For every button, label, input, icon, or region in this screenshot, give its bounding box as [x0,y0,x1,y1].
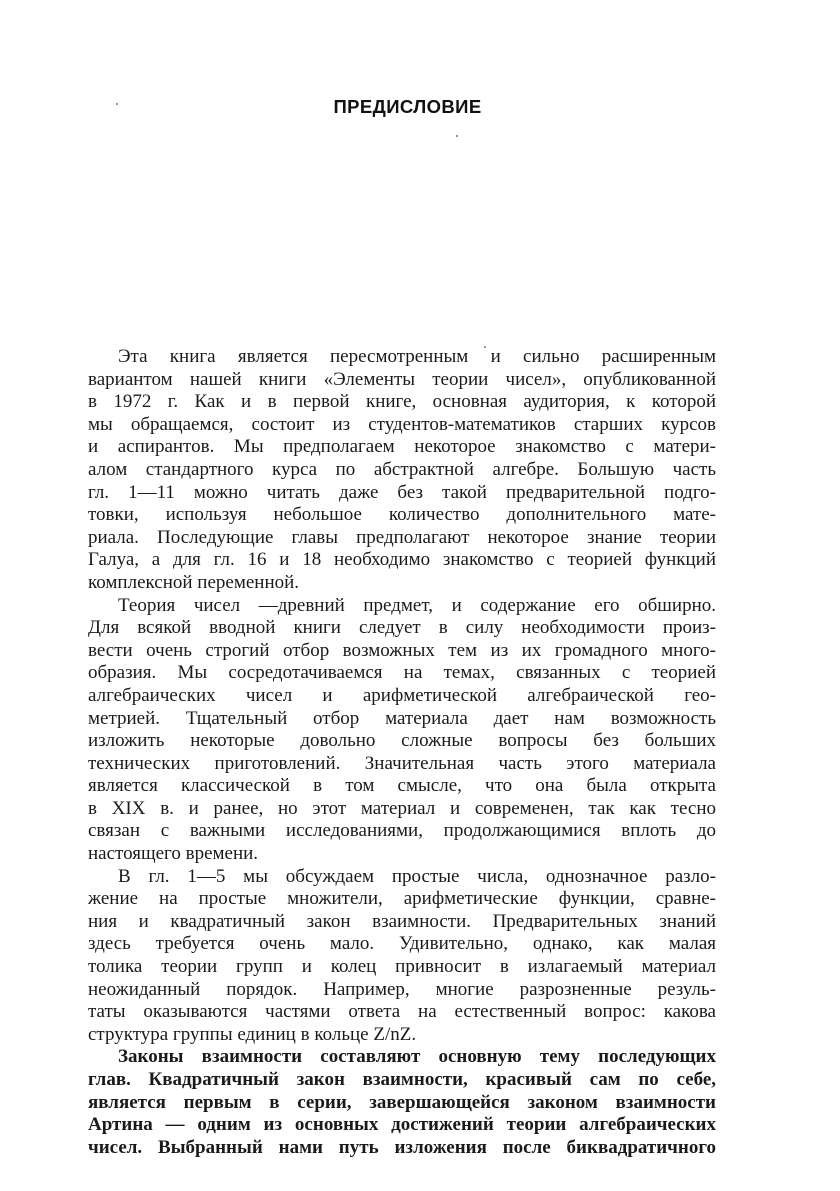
text-line: метрией. Тщательный отбор материала дает нам возможность [88,707,716,729]
text-line: образия. Мы сосредотачиваемся на темах, связанных с теорией [88,662,716,684]
text-line: структура группы единиц в кольце Z/nZ. [88,1023,417,1045]
text-line: вести очень строгий отбор возможных тем из их громадного много- [88,639,716,661]
text-line: технических приготовлений. Значительная часть этого материала [88,752,716,774]
text-line: Галуа, а для гл. 16 и 18 необходимо знакомство с теорией функций [88,549,716,571]
text-line: вариантом нашей книги «Элементы теории чисел», опубликованной [88,368,716,390]
text-line: является классической в том смысле, что она была открыта [88,775,716,797]
text-line: изложить некоторые довольно сложные вопросы без больших [88,730,716,752]
text-line: в 1972 г. Как и в первой книге, основная аудитория, к которой [88,391,716,413]
text-line: ния и квадратичный закон взаимности. Предварительных знаний [88,910,716,932]
text-line: В гл. 1—5 мы обсуждаем простые числа, однозначное разло- [118,865,716,887]
text-line: глав. Квадратичный закон взаимности, красивый сам по себе, [88,1069,716,1090]
text-line: чисел. Выбранный нами путь изложения после биквадратичного [88,1136,716,1158]
text-line: настоящего времени. [88,843,259,865]
text-line: Эта книга является пересмотренным и сильно расширенным [118,346,716,367]
text-line: Для всякой вводной книги следует в силу необходимости произ- [88,617,716,639]
text-line: неожиданный порядок. Например, многие разрозненные резуль- [88,978,716,1000]
text-line: гл. 1—11 можно читать даже без такой предварительной подго- [88,481,716,503]
text-line: алом стандартного курса по абстрактной алгебре. Большую часть [88,458,716,480]
text-line: Теория чисел —древний предмет, и содержание его обширно. [118,594,716,616]
text-line: толика теории групп и колец привносит в излагаемый материал [88,956,716,978]
text-line: алгебраических чисел и арифметической алгебраической гео- [88,684,716,706]
text-line: здесь требуется очень мало. Удивительно, однако, как малая [88,933,716,955]
text-line: Законы взаимности составляют основную тему последующих [118,1046,716,1068]
text-line: мы обращаемся, состоит из студентов-математиков старших курсов [88,413,716,435]
text-line: является первым в серии, завершающейся законом взаимности [88,1091,716,1113]
text-line: комплексной переменной. [88,571,300,593]
text-line: жение на простые множители, арифметические функции, сравне- [88,888,716,910]
text-line: риала. Последующие главы предполагают некоторое знание теории [88,526,716,548]
text-line: товки, используя небольшое количество дополнительного мате- [88,504,716,526]
text-line: связан с важными исследованиями, продолжающимися вплоть до [88,820,716,842]
scan-speck [456,135,458,137]
text-line: таты оказываются частями ответа на естественный вопрос: какова [88,1001,716,1023]
preface-body [88,346,716,1159]
text-line: Артина — одним из основных достижений теории алгебраических [88,1114,716,1136]
text-line: и аспирантов. Мы предполагаем некоторое знакомство с матери- [88,436,716,458]
text-line: в XIX в. и ранее, но этот материал и современен, так как тесно [88,797,716,819]
page-title: ПРЕДИСЛОВИЕ [333,96,482,117]
